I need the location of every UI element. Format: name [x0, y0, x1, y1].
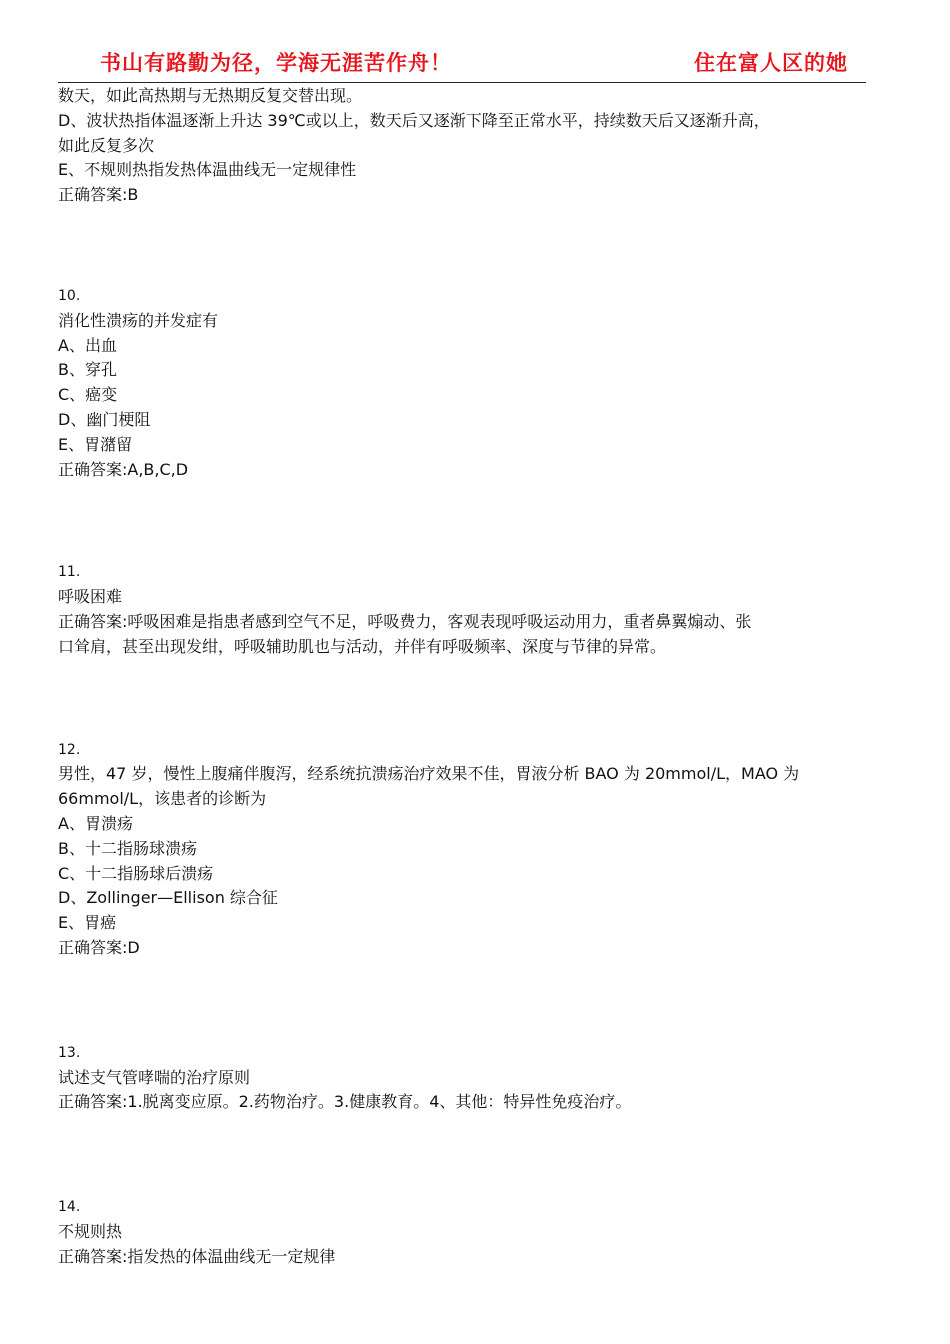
question-stem: 男性，47 岁，慢性上腹痛伴腹泻，经系统抗溃疡治疗效果不佳，胃液分析 BAO 为 20mmol/L，MAO 为	[58, 764, 800, 784]
question-10	[58, 284, 894, 482]
question-number: 10.	[58, 287, 81, 304]
continuation-text: 数天，如此高热期与无热期反复交替出现。	[58, 86, 363, 105]
question-stem: 不规则热	[58, 1221, 123, 1241]
question-stem: 消化性溃疡的并发症有	[58, 310, 219, 330]
question-9-continuation	[58, 84, 894, 208]
option-d: D、Zollinger—Ellison 综合征	[58, 888, 278, 908]
correct-answer: 正确答案:指发热的体温曲线无一定规律	[58, 1246, 336, 1266]
question-14	[58, 1195, 894, 1269]
option-c: C、十二指肠球后溃疡	[58, 863, 214, 883]
option-b: B、穿孔	[58, 360, 117, 380]
header-author: 住在富人区的她	[694, 50, 848, 75]
spacer	[58, 660, 894, 738]
option-e: E、胃潴留	[58, 434, 133, 454]
document-body	[58, 84, 894, 1270]
question-stem: 呼吸困难	[58, 587, 123, 607]
header-divider	[58, 82, 866, 83]
question-stem-continued: 66mmol/L，该患者的诊断为	[58, 789, 267, 809]
page-header	[0, 0, 950, 84]
question-11	[58, 560, 894, 659]
correct-answer: 正确答案:1.脱离变应原。2.药物治疗。3.健康教育。4、其他：特异性免疫治疗。	[58, 1092, 632, 1112]
option-c: C、癌变	[58, 385, 118, 405]
question-12	[58, 738, 894, 961]
correct-answer: 正确答案:A,B,C,D	[58, 459, 189, 479]
option-b: B、十二指肠球溃疡	[58, 838, 197, 858]
spacer	[58, 1115, 894, 1195]
option-d: D、波状热指体温逐渐上升达 39℃或以上，数天后又逐渐下降至正常水平，持续数天后又逐渐升高，	[58, 110, 770, 130]
option-a: A、胃溃疡	[58, 813, 133, 833]
question-13	[58, 1041, 894, 1115]
spacer	[58, 482, 894, 560]
option-a: A、出血	[58, 335, 117, 355]
question-number: 14.	[58, 1199, 81, 1216]
header-motto: 书山有路勤为径，学海无涯苦作舟！	[100, 50, 452, 75]
correct-answer: 正确答案:D	[58, 937, 140, 957]
correct-answer: 正确答案:B	[58, 185, 139, 205]
question-number: 12.	[58, 741, 81, 758]
option-d-continued: 如此反复多次	[58, 135, 155, 155]
spacer	[58, 961, 894, 1041]
question-number: 13.	[58, 1044, 81, 1061]
option-e: E、不规则热指发热体温曲线无一定规律性	[58, 160, 357, 180]
option-d: D、幽门梗阻	[58, 409, 151, 429]
question-stem: 试述支气管哮喘的治疗原则	[58, 1067, 251, 1087]
correct-answer: 正确答案:呼吸困难是指患者感到空气不足，呼吸费力，客观表现呼吸运动用力，重者鼻翼煽动、张	[58, 611, 752, 631]
spacer	[58, 208, 894, 284]
correct-answer-continued: 口耸肩，甚至出现发绀，呼吸辅助肌也与活动，并伴有呼吸频率、深度与节律的异常。	[58, 636, 667, 656]
question-number: 11.	[58, 564, 81, 581]
option-e: E、胃癌	[58, 913, 117, 933]
